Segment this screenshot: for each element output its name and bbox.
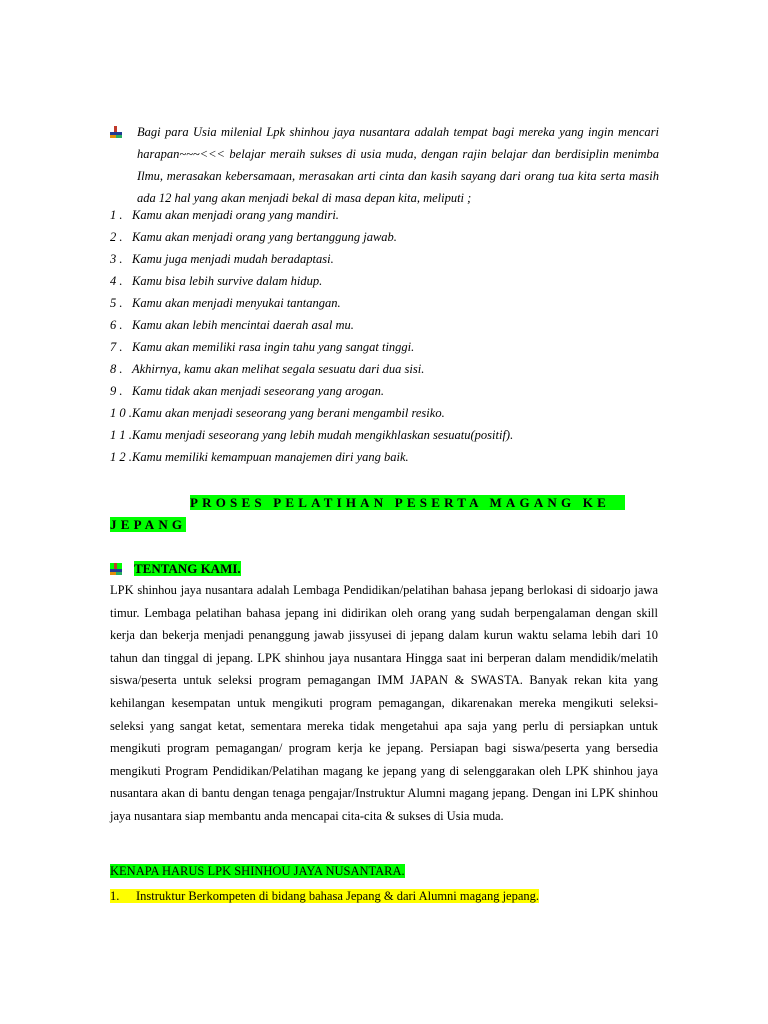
list-item: 4 . Kamu bisa lebih survive dalam hidup. [110, 274, 323, 288]
section-heading-continued [110, 517, 186, 533]
bullet-arrow-icon [110, 126, 122, 138]
list-item: 2 . Kamu akan menjadi orang yang bertanggung jawab. [110, 230, 397, 244]
bullet-arrow-icon [110, 563, 122, 575]
list-item: 1 . Kamu akan menjadi orang yang mandiri. [110, 208, 339, 222]
list-item: 6 . Kamu akan lebih mencintai daerah asal mu. [110, 318, 354, 332]
list-item: 8 . Akhirnya, kamu akan melihat segala sesuatu dari dua sisi. [110, 362, 425, 376]
list-item: 5 . Kamu akan menjadi menyukai tantangan. [110, 296, 341, 310]
why-title: KENAPA HARUS LPK SHINHOU JAYA NUSANTARA. [110, 864, 405, 878]
heading-line-1: PROSES PELATIHAN PESERTA MAGANG KE [190, 495, 610, 510]
list-item: 9 . Kamu tidak akan menjadi seseorang yang arogan. [110, 384, 384, 398]
list-item: 1 2 .Kamu memiliki kemampuan manajemen diri yang baik. [110, 450, 409, 464]
why-list-item: 1. Instruktur Berkompeten di bidang bahasa Jepang & dari Alumni magang jepang. [110, 889, 540, 903]
list-item: 1 0 .Kamu akan menjadi seseorang yang berani mengambil resiko. [110, 406, 445, 420]
list-item: 3 . Kamu juga menjadi mudah beradaptasi. [110, 252, 334, 266]
heading-line-2: JEPANG [110, 517, 187, 532]
about-title: TENTANG KAMI. [134, 561, 241, 576]
intro-paragraph: Bagi para Usia milenial Lpk shinhou jaya nusantara adalah tempat bagi mereka yang ingin mencari harapan~~~<<< belajar meraih sukses di usia muda, dengan rajin belajar dan berdisiplin menimba Ilmu, merasakan kebersamaan, merasakan arti cinta dan kasih sayang dari orang tua kita serta masih ada 12 hal yang akan menjadi bekal di masa depan kita, meliputi ; [137, 125, 659, 205]
list-item: 7 . Kamu akan memiliki rasa ingin tahu yang sangat tinggi. [110, 340, 415, 354]
list-item: 1 1 .Kamu menjadi seseorang yang lebih mudah mengikhlaskan sesuatu(positif). [110, 428, 514, 442]
about-body: LPK shinhou jaya nusantara adalah Lembaga Pendidikan/pelatihan bahasa jepang berlokasi di sidoarjo jawa timur. Lembaga pelatihan bahasa jepang ini didirikan oleh orang yang sudah berpengalaman dengan skill kerja dan bekerja menjadi penanggung jawab jissyusei di jepang dalam kurun waktu selama lebih dari 10 tahun dan tinggal di jepang. LPK shinhou jaya nusantara Hingga saat ini berperan dalam mendidik/melatih siswa/peserta untuk seleksi program pemagangan IMM JAPAN & SWASTA. Banyak rekan kita yang kehilangan kesempatan untuk mengikuti program pemagangan, dikarenakan mereka mengikuti seleksi-seleksi yang sangat ketat, sementara mereka tidak mengetahui apa saja yang perlu di persiapkan untuk mengikuti program pemagangan/ program kerja ke jepang. Persiapan bagi siswa/peserta yang bersedia mengikuti Program Pendidikan/Pelatihan magang ke jepang yang di selenggarakan oleh LPK shinhou jaya nusantara akan di bantu dengan tenaga pengajar/Instruktur Alumni magang jepang. Dengan ini LPK shinhou jaya nusantara siap membantu anda mencapai cita-cita & sukses di Usia muda. [110, 583, 658, 823]
section-heading [190, 495, 625, 511]
